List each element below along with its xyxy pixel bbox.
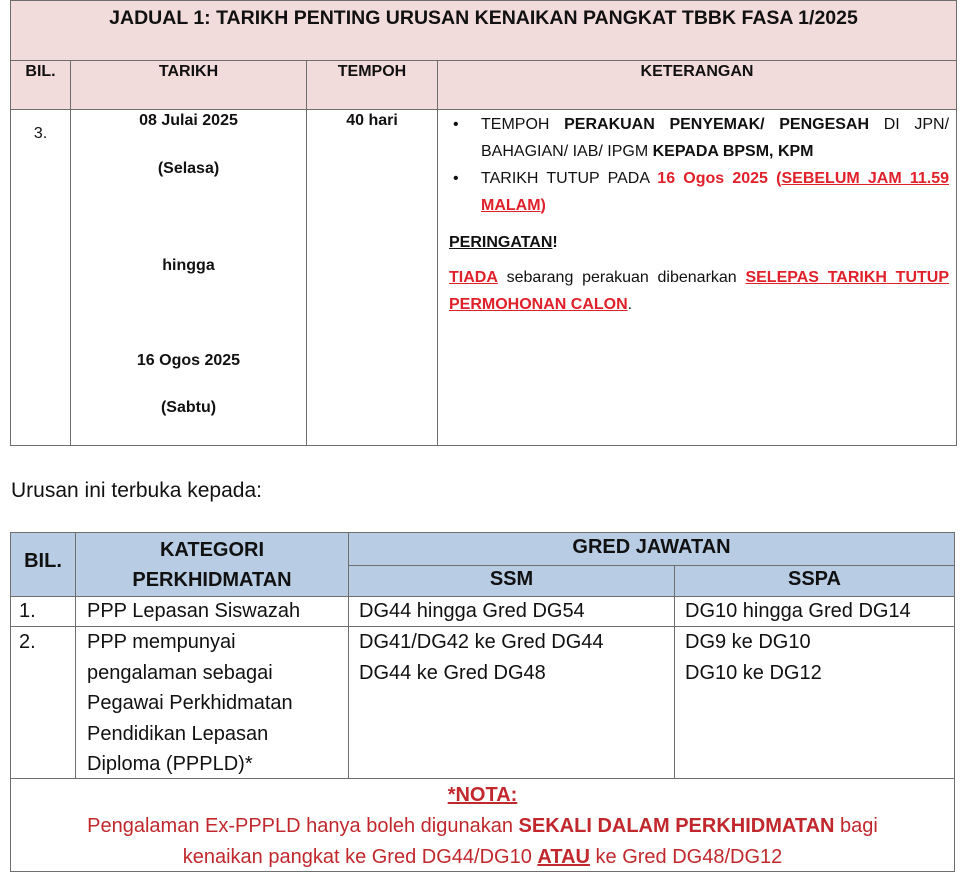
kategori-line: pengalaman sebagai <box>87 661 273 684</box>
ssm-line: DG41/DG42 ke Gred DG44 <box>359 631 604 653</box>
note-line <box>11 811 954 842</box>
date-connector: hingga <box>162 257 215 274</box>
table-title: JADUAL 1: TARIKH PENTING URUSAN KENAIKAN PANGKAT TBBK FASA 1/2025 <box>11 1 956 61</box>
text-segment: PERAKUAN PENYEMAK/ PENGESAH <box>564 116 870 133</box>
bullet-icon: • <box>453 170 459 187</box>
text-segment: SEBELUM JAM 11.59 MALAM <box>481 170 949 214</box>
kategori-line: PPP mempunyai <box>87 631 236 653</box>
row1-ssm: DG44 hingga Gred DG54 <box>359 600 585 622</box>
text-segment: ATAU <box>537 846 590 868</box>
list-item <box>439 165 949 219</box>
note-line <box>11 842 954 873</box>
text-segment: SELEPAS TARIKH TUTUP PERMOHONAN CALON <box>449 269 950 313</box>
column-divider <box>674 565 675 778</box>
note-block <box>11 780 954 873</box>
text-segment: TARIKH TUTUP PADA <box>481 170 658 187</box>
bullet-icon: • <box>453 116 459 133</box>
header-kategori-line: PERKHIDMATAN <box>132 569 292 591</box>
kategori-line: Diploma (PPPLD)* <box>87 753 253 775</box>
header-kategori <box>76 535 348 595</box>
important-dates-table <box>10 0 957 446</box>
note-title: *NOTA: <box>447 784 518 806</box>
kategori-line: Pegawai Perkhidmatan <box>87 692 293 714</box>
header-keterangan: KETERANGAN <box>640 63 754 80</box>
header-bil: BIL. <box>24 550 62 572</box>
text-segment: TEMPOH <box>481 116 565 133</box>
column-divider <box>437 61 438 445</box>
text-segment: sebarang perakuan dibenarkan <box>497 269 746 286</box>
duration: 40 hari <box>346 112 398 129</box>
warning-mark: ! <box>552 234 558 251</box>
text-segment: ) <box>540 197 546 214</box>
header-gred: GRED JAWATAN <box>572 536 731 558</box>
end-day: (Sabtu) <box>160 399 217 416</box>
text-segment: bagi <box>834 815 878 837</box>
warning-heading <box>439 229 949 256</box>
start-date: 08 Julai 2025 <box>139 112 238 129</box>
kategori-line: Pendidikan Lepasan <box>87 722 269 745</box>
row2-ssm <box>359 627 604 688</box>
row-number: 3. <box>33 125 48 142</box>
text-segment: SEKALI DALAM PERKHIDMATAN <box>518 815 835 837</box>
description-list <box>439 111 949 219</box>
row2-sspa <box>685 627 822 688</box>
text-segment: . <box>627 296 633 313</box>
warning-title: PERINGATAN <box>449 234 553 251</box>
warning-text <box>439 264 949 318</box>
start-day: (Selasa) <box>157 160 220 177</box>
header-tempoh: TEMPOH <box>337 63 407 80</box>
row1-sspa: DG10 hingga Gred DG14 <box>685 600 911 622</box>
sspa-line: DG9 ke DG10 <box>685 631 811 653</box>
header-sspa: SSPA <box>788 568 841 590</box>
list-item <box>439 111 949 165</box>
header-ssm: SSM <box>489 568 534 590</box>
sspa-line: DG10 ke DG12 <box>685 661 822 684</box>
end-date: 16 Ogos 2025 <box>136 352 241 369</box>
header-bil: BIL. <box>25 63 56 80</box>
row2-kategori <box>87 627 293 780</box>
text-segment: Pengalaman Ex-PPPLD hanya boleh digunakan <box>87 815 519 837</box>
text-segment: DI JPN/ BAHAGIAN/ IAB/ IPGM <box>481 116 950 160</box>
header-kategori-line: KATEGORI <box>159 539 265 561</box>
text-segment: ke Gred DG48/DG12 <box>589 846 783 868</box>
text-segment: TIADA <box>449 269 498 286</box>
description-cell <box>439 111 949 318</box>
row1-bil: 1. <box>19 600 36 622</box>
eligibility-table <box>10 532 955 872</box>
header-tarikh: TARIKH <box>158 63 219 80</box>
row2-bil: 2. <box>19 631 36 653</box>
row-divider <box>348 565 954 566</box>
text-segment: kenaikan pangkat ke Gred DG44/DG10 <box>182 846 538 868</box>
text-segment: 16 Ogos 2025 ( <box>657 170 782 187</box>
text-segment: KEPADA BPSM, KPM <box>652 143 814 160</box>
row1-kategori: PPP Lepasan Siswazah <box>87 600 301 622</box>
ssm-line: DG44 ke Gred DG48 <box>359 661 546 684</box>
intro-text: Urusan ini terbuka kepada: <box>11 479 262 502</box>
